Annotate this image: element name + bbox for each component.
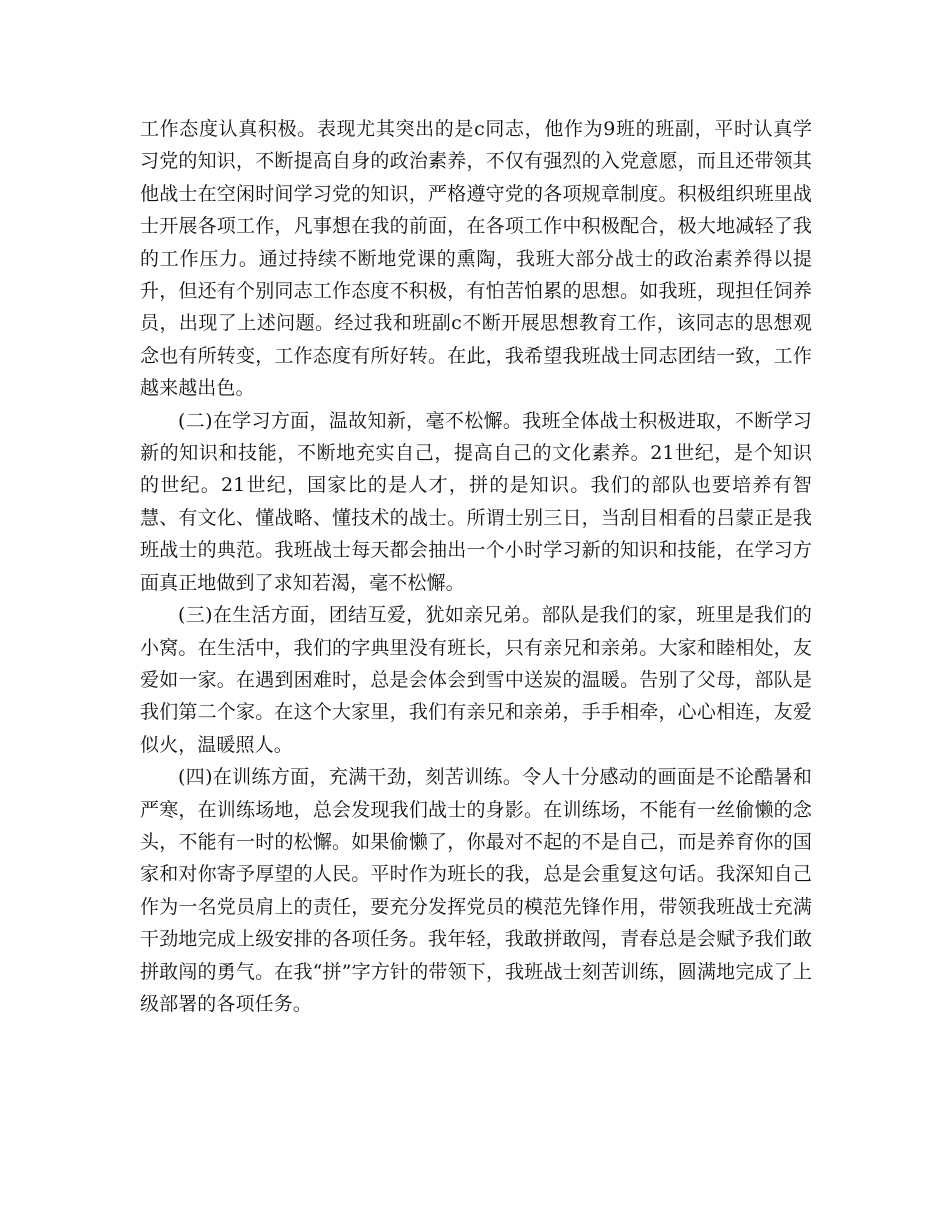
- document-body: [140, 113, 812, 1020]
- paragraph-study: (二)在学习方面，温故知新，毫不松懈。我班全体战士积极进取，不断学习新的知识和技能，不断地充实自己，提高自己的文化素养。21世纪，是个知识的世纪。21世纪，国家比的是人才，拼的是知识。我们的部队也要培养有智慧、有文化、懂战略、懂技术的战士。所谓士别三日，当刮目相看的吕蒙正是我班战士的典范。我班战士每天都会抽出一个小时学习新的知识和技能，在学习方面真正地做到了求知若渴，毫不松懈。: [140, 409, 812, 594]
- paragraph-training: (四)在训练方面，充满干劲，刻苦训练。令人十分感动的画面是不论酷暑和严寒，在训练场地，总会发现我们战士的身影。在训练场，不能有一丝偷懒的念头，不能有一时的松懈。如果偷懒了，你最对不起的不是自己，而是养育你的国家和对你寄予厚望的人民。平时作为班长的我，总是会重复这句话。我深知自己作为一名党员肩上的责任，要充分发挥党员的模范先锋作用，带领我班战士充满干劲地完成上级安排的各项任务。我年轻，我敢拼敢闯，青春总是会赋予我们敢拼敢闯的勇气。在我“拼”字方针的带领下，我班战士刻苦训练，圆满地完成了上级部署的各项任务。: [140, 766, 812, 1015]
- paragraph-life: (三)在生活方面，团结互爱，犹如亲兄弟。部队是我们的家，班里是我们的小窝。在生活中，我们的字典里没有班长，只有亲兄和亲弟。大家和睦相处，友爱如一家。在遇到困难时，总是会体会到雪中送炭的温暖。告别了父母，部队是我们第二个家。在这个大家里，我们有亲兄和亲弟，手手相牵，心心相连，友爱似火，温暖照人。: [140, 604, 812, 756]
- paragraph-continuation: 工作态度认真积极。表现尤其突出的是c同志，他作为9班的班副，平时认真学习党的知识，不断提高自身的政治素养，不仅有强烈的入党意愿，而且还带领其他战士在空闲时间学习党的知识，严格遵守党的各项规章制度。积极组织班里战士开展各项工作，凡事想在我的前面，在各项工作中积极配合，极大地减轻了我的工作压力。通过持续不断地党课的熏陶，我班大部分战士的政治素养得以提升，但还有个别同志工作态度不积极，有怕苦怕累的思想。如我班，现担任饲养员，出现了上述问题。经过我和班副c不断开展思想教育工作，该同志的思想观念也有所转变，工作态度有所好转。在此，我希望我班战士同志团结一致，工作越来越出色。: [140, 118, 812, 400]
